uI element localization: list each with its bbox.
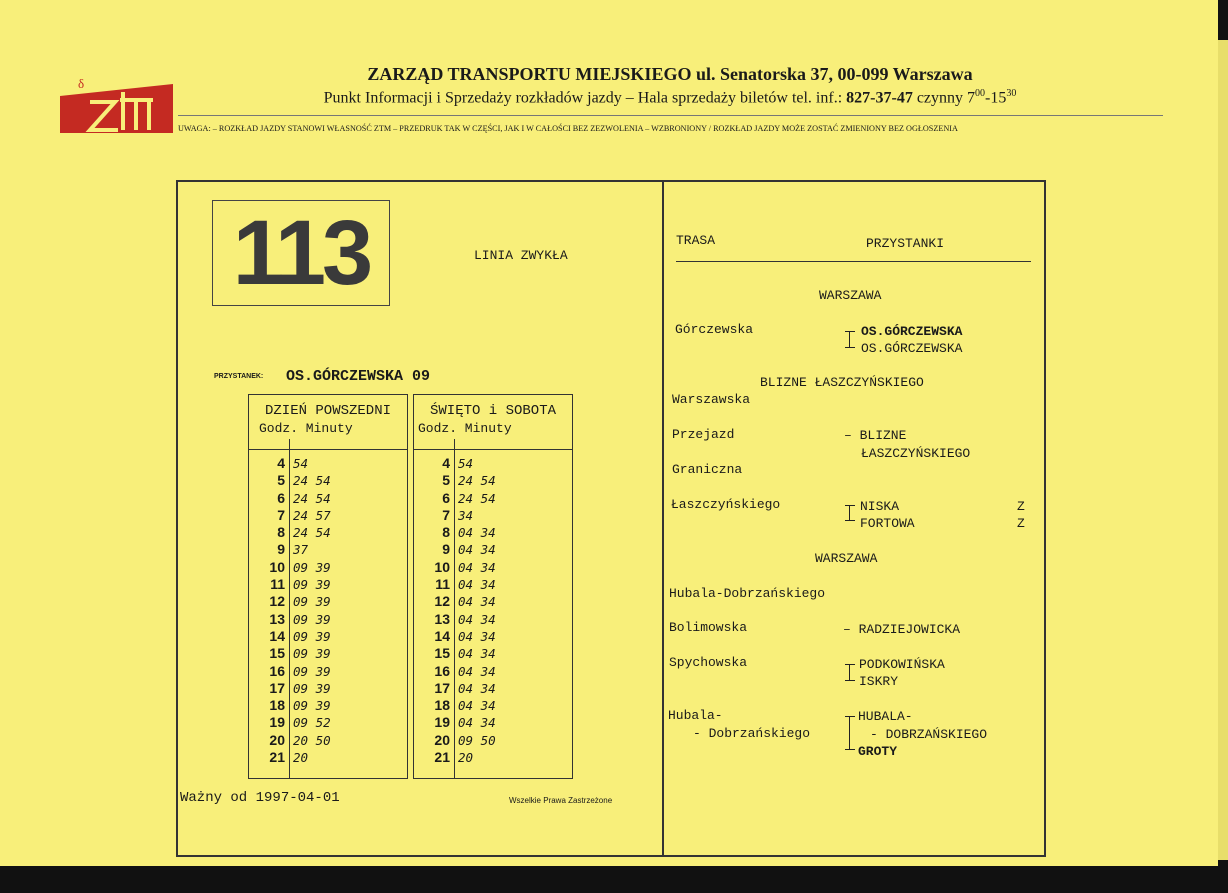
minutes-cell: 04 34 — [458, 646, 496, 662]
minutes-cell: 09 39 — [293, 698, 331, 714]
timetable-row — [414, 541, 572, 558]
minutes-cell: 37 — [293, 542, 309, 558]
minutes-cell: 54 — [293, 456, 309, 471]
hour-cell: 21 — [434, 749, 450, 766]
timetable-row — [249, 524, 407, 541]
minutes-cell: 24 54 — [293, 490, 331, 506]
hour-cell: 20 — [434, 731, 450, 748]
minutes-cell: 20 50 — [293, 732, 331, 748]
timetable-row — [249, 732, 407, 749]
stop-name: OS.GÓRCZEWSKA 09 — [286, 368, 431, 385]
minutes-cell: 04 34 — [458, 628, 496, 644]
minutes-cell: 04 34 — [458, 715, 496, 731]
line-type: LINIA ZWYKŁA — [474, 248, 568, 263]
route-stop: FORTOWA — [860, 516, 915, 531]
timetable-row — [249, 663, 407, 680]
weekday-rows — [249, 455, 407, 766]
route-street: Hubala-Dobrzańskiego — [669, 586, 826, 601]
route-street: Graniczna — [672, 462, 743, 477]
timetable-row — [249, 490, 407, 507]
logo-mark: δ — [78, 76, 85, 91]
timetable-row — [414, 593, 572, 610]
minutes-cell: 04 34 — [458, 594, 496, 610]
minutes-cell: 34 — [458, 507, 474, 523]
route-city: WARSZAWA — [819, 288, 882, 303]
frame-divider — [662, 182, 664, 855]
hour-cell: 17 — [434, 679, 450, 696]
timetable-row — [414, 714, 572, 731]
minutes-cell: 24 54 — [293, 525, 331, 541]
info-phone: 827-37-47 — [846, 89, 913, 107]
weekday-title: DZIEŃ POWSZEDNI — [264, 403, 392, 419]
hour-cell: 16 — [269, 662, 285, 679]
minutes-cell: 24 54 — [458, 490, 496, 506]
timetable-row — [414, 749, 572, 766]
timetable-row — [249, 507, 407, 524]
minutes-cell: 09 39 — [293, 577, 331, 593]
timetable-row — [414, 697, 572, 714]
request-stop-mark: Z — [1017, 499, 1025, 514]
route-city: WARSZAWA — [815, 551, 878, 566]
hour-cell: 5 — [277, 472, 285, 489]
request-stop-mark: Z — [1017, 516, 1025, 531]
minutes-cell: 54 — [458, 456, 474, 471]
minutes-cell: 09 39 — [293, 611, 331, 627]
weekday-subtitle: Godz. Minuty — [259, 421, 353, 436]
timetable-row — [249, 628, 407, 645]
minutes-cell: 04 34 — [458, 542, 496, 558]
timetable-row — [414, 645, 572, 662]
timetable-row — [249, 714, 407, 731]
route-street: Bolimowska — [669, 620, 748, 635]
hour-cell: 9 — [442, 541, 450, 558]
route-street: Łaszczyńskiego — [671, 497, 781, 512]
header-rule — [178, 115, 1163, 116]
stops-header: PRZYSTANKI — [866, 236, 945, 251]
timetable-row — [414, 732, 572, 749]
timetable-row — [414, 490, 572, 507]
paper-edge — [1218, 40, 1228, 860]
minutes-cell: 09 39 — [293, 680, 331, 696]
timetable-row — [414, 628, 572, 645]
minutes-cell: 24 57 — [293, 507, 331, 523]
valid-from: Ważny od 1997-04-01 — [180, 790, 340, 806]
hour-cell: 7 — [277, 506, 285, 523]
stop-label: PRZYSTANEK: — [214, 373, 264, 380]
timetable-row — [414, 507, 572, 524]
minutes-cell: 09 39 — [293, 628, 331, 644]
route-stop: OS.GÓRCZEWSKA — [861, 341, 963, 356]
timetable-row — [249, 593, 407, 610]
hour-cell: 8 — [277, 524, 285, 541]
hour-cell: 15 — [434, 645, 450, 662]
timetable-row — [249, 472, 407, 489]
hour-cell: 19 — [434, 714, 450, 731]
timetable-row — [414, 524, 572, 541]
minutes-cell: 09 50 — [458, 732, 496, 748]
route-stop: PODKOWIŃSKA — [859, 657, 945, 672]
route-stop: - DOBRZAŃSKIEGO — [870, 727, 988, 742]
hour-cell: 17 — [269, 679, 285, 696]
hour-cell: 4 — [277, 455, 285, 471]
hour-cell: 9 — [277, 541, 285, 558]
minutes-cell: 04 34 — [458, 525, 496, 541]
minutes-cell: 09 52 — [293, 715, 331, 731]
route-rule — [676, 261, 1031, 262]
timetable-row — [414, 472, 572, 489]
route-stop: GROTY — [858, 744, 898, 759]
hour-cell: 11 — [270, 576, 285, 593]
timetable-row — [249, 576, 407, 593]
route-stop: – BLIZNE — [844, 428, 907, 443]
minutes-cell: 04 34 — [458, 559, 496, 575]
minutes-cell: 04 34 — [458, 577, 496, 593]
hour-cell: 19 — [269, 714, 285, 731]
hour-cell: 6 — [277, 489, 285, 506]
hour-cell: 12 — [434, 593, 450, 610]
holiday-table — [413, 394, 573, 779]
holiday-subtitle: Godz. Minuty — [418, 421, 512, 436]
route-street: Spychowska — [669, 655, 748, 670]
route-stop: HUBALA- — [858, 709, 913, 724]
minutes-cell: 04 34 — [458, 698, 496, 714]
hour-cell: 5 — [442, 472, 450, 489]
header-title: ZARZĄD TRANSPORTU MIEJSKIEGO ul. Senatorska 37, 00-099 Warszawa — [367, 64, 973, 84]
hour-cell: 10 — [434, 558, 450, 575]
timetable-row — [249, 697, 407, 714]
route-stop: ISKRY — [859, 674, 899, 689]
minutes-cell: 09 39 — [293, 663, 331, 679]
route-street: Hubala- — [668, 708, 723, 723]
timetable-row — [249, 455, 407, 472]
hour-cell: 8 — [442, 524, 450, 541]
hour-cell: 11 — [435, 576, 450, 593]
hour-cell: 21 — [269, 749, 285, 766]
minutes-cell: 04 34 — [458, 663, 496, 679]
hour-cell: 6 — [442, 489, 450, 506]
timetable-row — [414, 559, 572, 576]
stop-bracket — [849, 505, 860, 521]
route-stop: ŁASZCZYŃSKIEGO — [861, 446, 971, 461]
route-stop: NISKA — [860, 499, 900, 514]
timetable-row — [249, 645, 407, 662]
hour-cell: 16 — [434, 662, 450, 679]
hour-cell: 14 — [269, 627, 285, 644]
hour-cell: 13 — [269, 610, 285, 627]
hour-cell: 7 — [442, 506, 450, 523]
route-stop: – RADZIEJOWICKA — [843, 622, 961, 637]
ztm-logo — [60, 70, 173, 133]
timetable-row — [414, 576, 572, 593]
route-street: Przejazd — [672, 427, 735, 442]
timetable-row — [249, 541, 407, 558]
header-notice: UWAGA: – ROZKŁAD JAZDY STANOWI WŁASNOŚĆ ZTM – PRZEDRUK TAK W CZĘŚCI, JAK I W CAŁOŚCI BEZ ZEZWOLENIA – WZBRONIONY / ROZKŁAD JAZDY MOŻE ZOSTAĆ ZMIENIONY BEZ OGŁOSZENIA — [178, 124, 958, 133]
minutes-cell: 24 54 — [293, 473, 331, 489]
holiday-title: ŚWIĘTO i SOBOTA — [429, 403, 557, 419]
minutes-cell: 09 39 — [293, 646, 331, 662]
hour-cell: 10 — [269, 558, 285, 575]
minutes-cell: 20 — [293, 750, 309, 766]
minutes-cell: 09 39 — [293, 559, 331, 575]
hour-cell: 15 — [269, 645, 285, 662]
stop-bracket — [849, 331, 860, 348]
rights-reserved: Wszelkie Prawa Zastrzeżone — [509, 796, 613, 805]
route-street: Warszawska — [672, 392, 751, 407]
timetable-row — [249, 749, 407, 766]
hour-cell: 12 — [269, 593, 285, 610]
timetable-row — [414, 455, 572, 472]
weekday-table — [248, 394, 408, 779]
route-header: TRASA — [676, 233, 716, 248]
minutes-cell: 20 — [458, 750, 474, 766]
route-stop: OS.GÓRCZEWSKA — [861, 324, 963, 339]
minutes-cell: 24 54 — [458, 473, 496, 489]
hour-cell: 18 — [269, 697, 285, 714]
timetable-row — [414, 611, 572, 628]
hour-cell: 14 — [434, 627, 450, 644]
header-subtitle: Punkt Informacji i Sprzedaży rozkładów jazdy – Hala sprzedaży biletów tel. inf.: 827-37-47 czynny $7^{00}-15^{30}$ — [323, 88, 1017, 107]
timetable-row — [249, 559, 407, 576]
holiday-rows — [414, 455, 572, 766]
route-city: BLIZNE ŁASZCZYŃSKIEGO — [760, 375, 924, 390]
timetable-row — [414, 663, 572, 680]
minutes-cell: 04 34 — [458, 611, 496, 627]
hour-cell: 18 — [434, 697, 450, 714]
minutes-cell: 04 34 — [458, 680, 496, 696]
timetable-row — [249, 611, 407, 628]
timetable-row — [249, 680, 407, 697]
route-street: - Dobrzańskiego — [693, 726, 811, 741]
line-number: 113 — [212, 200, 390, 306]
timetable-row — [414, 680, 572, 697]
hour-cell: 13 — [434, 610, 450, 627]
minutes-cell: 09 39 — [293, 594, 331, 610]
hour-cell: 4 — [442, 455, 450, 471]
route-street: Górczewska — [675, 322, 754, 337]
hour-cell: 20 — [269, 731, 285, 748]
